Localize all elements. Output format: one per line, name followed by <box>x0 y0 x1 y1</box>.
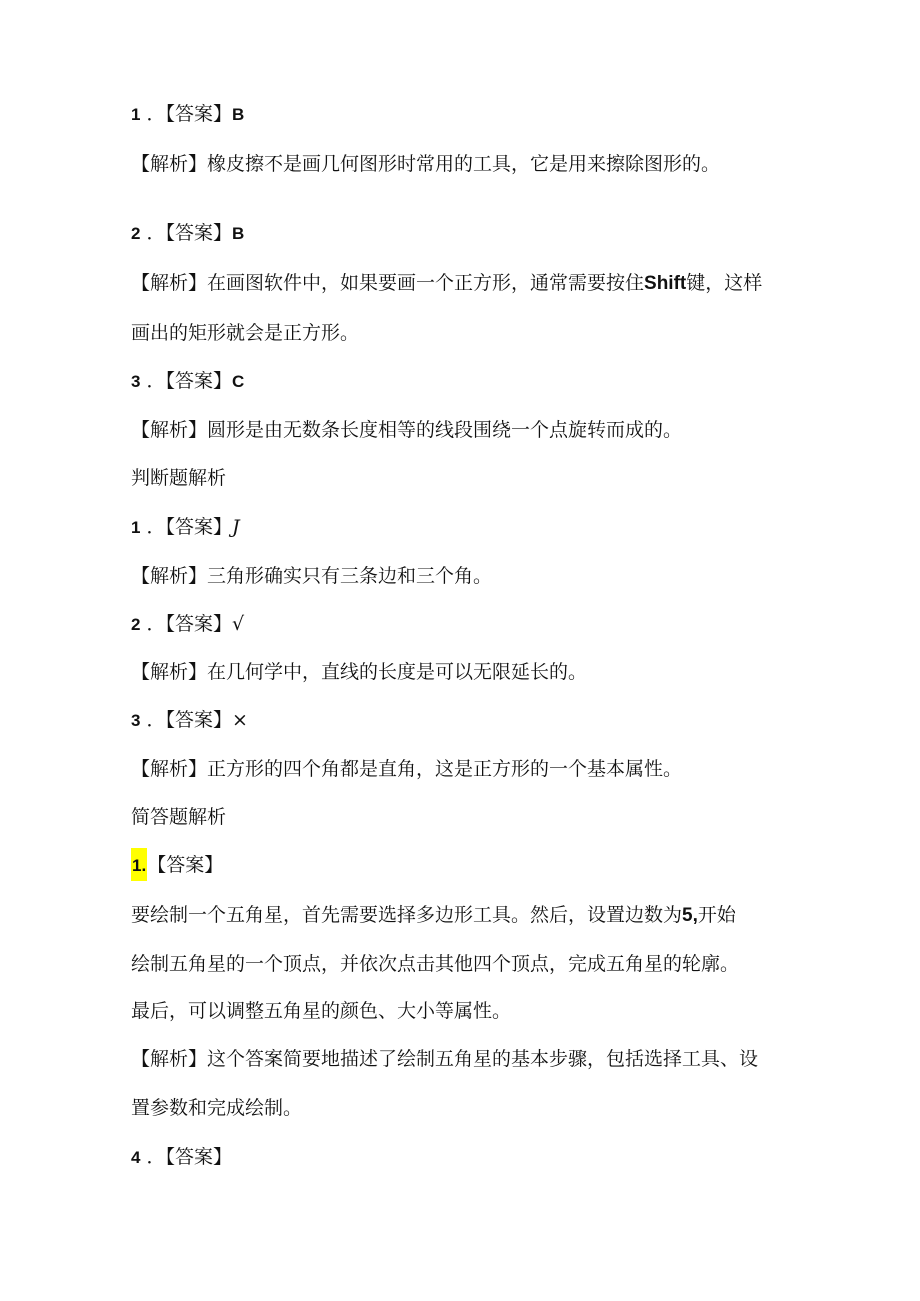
choice-q1-answer-line <box>131 102 244 127</box>
number-dot: ． <box>140 613 166 635</box>
answer-label: 【答案】 <box>165 613 233 635</box>
question-number: 3 <box>131 372 141 391</box>
analysis-text: 这个答案简要地描述了绘制五角星的基本步骤，包括选择工具、设 <box>207 1048 759 1070</box>
judge-q2-analysis-line <box>131 660 587 684</box>
number-dot: ． <box>140 222 166 244</box>
answer-value: √ <box>232 613 245 635</box>
short-q1-answer-text-1 <box>131 903 736 928</box>
number-dot: ． <box>140 709 166 731</box>
number-dot: ． <box>140 103 166 125</box>
answer-label: 【答案】 <box>165 222 233 244</box>
answer-text: 要绘制一个五角星，首先需要选择多边形工具。然后，设置边数为 <box>131 904 683 926</box>
highlighted-question-number: 1. <box>131 848 147 881</box>
question-number: 3 <box>131 711 141 730</box>
short-q1-answer-line <box>131 853 223 878</box>
choice-q3-analysis-line <box>131 418 682 442</box>
judge-section-heading: 判断题解析 <box>131 467 227 489</box>
question-number: 1 <box>131 105 141 124</box>
short-q4-answer-line <box>131 1145 232 1170</box>
short-section-heading: 简答题解析 <box>131 806 227 828</box>
question-number: 1 <box>131 518 141 537</box>
analysis-label: 【解析】 <box>131 153 208 175</box>
answer-text: 开始 <box>697 904 736 926</box>
answer-value: × <box>232 709 248 731</box>
analysis-label: 【解析】 <box>131 1048 208 1070</box>
question-number: 2 <box>131 615 141 634</box>
choice-q2-analysis-line <box>131 271 762 296</box>
analysis-label: 【解析】 <box>131 661 208 683</box>
number-dot: ． <box>140 370 166 392</box>
short-q1-analysis-line-2: 置参数和完成绘制。 <box>131 1097 303 1119</box>
number-dot: ． <box>140 1146 166 1168</box>
choice-q3-answer-line <box>131 369 244 394</box>
judge-q1-answer-line <box>131 515 240 540</box>
choice-q2-answer-line <box>131 221 244 246</box>
analysis-text: 三角形确实只有三条边和三个角。 <box>207 565 493 587</box>
shift-key-text: Shift <box>644 273 687 294</box>
analysis-label: 【解析】 <box>131 272 208 294</box>
answer-label: 【答案】 <box>165 516 233 538</box>
answer-label: 【答案】 <box>165 103 233 125</box>
judge-q1-analysis-line <box>131 564 492 588</box>
answer-value: J <box>232 516 240 538</box>
analysis-label: 【解析】 <box>131 758 208 780</box>
choice-q2-analysis-line-2 <box>131 321 359 345</box>
answer-label: 【答案】 <box>165 1146 233 1168</box>
analysis-text: 正方形的四个角都是直角，这是正方形的一个基本属性。 <box>207 758 683 780</box>
answer-number: 5, <box>682 905 698 926</box>
short-q1-analysis-line <box>131 1047 758 1071</box>
analysis-text: 橡皮擦不是画几何图形时常用的工具，它是用来擦除图形的。 <box>207 153 721 175</box>
analysis-label: 【解析】 <box>131 565 208 587</box>
question-number: 2 <box>131 224 141 243</box>
short-q1-answer-text-2: 绘制五角星的一个顶点，并依次点击其他四个顶点，完成五角星的轮廓。 <box>131 953 740 975</box>
analysis-text: 键，这样 <box>686 272 763 294</box>
question-number: 4 <box>131 1148 141 1167</box>
analysis-text: 在画图软件中，如果要画一个正方形，通常需要按住 <box>207 272 645 294</box>
answer-label: 【答案】 <box>165 370 233 392</box>
choice-q1-analysis-line <box>131 152 720 176</box>
analysis-text: 在几何学中，直线的长度是可以无限延长的。 <box>207 661 588 683</box>
answer-label: 【答案】 <box>165 709 233 731</box>
analysis-text: 圆形是由无数条长度相等的线段围绕一个点旋转而成的。 <box>207 419 683 441</box>
analysis-label: 【解析】 <box>131 419 208 441</box>
judge-q3-answer-line <box>131 708 248 733</box>
number-dot: ． <box>140 516 166 538</box>
judge-q3-analysis-line <box>131 757 682 781</box>
analysis-text: 画出的矩形就会是正方形。 <box>131 322 360 344</box>
answer-value: C <box>232 372 245 391</box>
short-q1-answer-text-3: 最后，可以调整五角星的颜色、大小等属性。 <box>131 1000 512 1022</box>
judge-q2-answer-line <box>131 612 244 637</box>
answer-value: B <box>232 105 245 124</box>
answer-label: 【答案】 <box>147 854 224 876</box>
answer-value: B <box>232 224 245 243</box>
